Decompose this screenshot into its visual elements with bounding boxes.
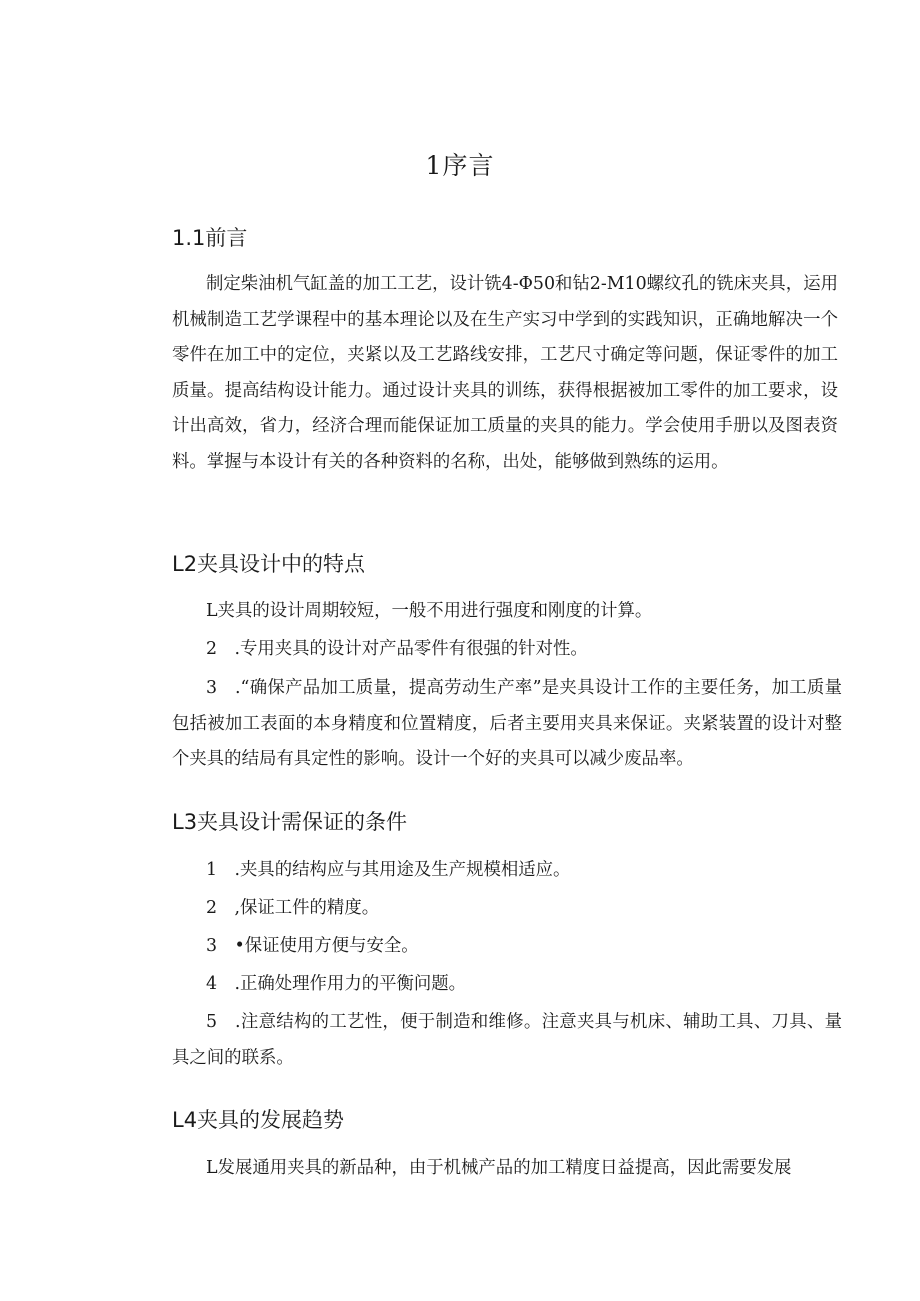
preface-paragraph: 制定柴油机气缸盖的加工工艺，设计铣4-Φ50和钻2-M10螺纹孔的铣床夹具，运用机械制造工艺学课程中的基本理论以及在生产实习中学到的实践知识，正确地解决一个零件在加工中的定位，夹紧以及工艺路线安排，工艺尺寸确定等问题，保证零件的加工质量。提高结构设计能力。通过设计夹具的训练，获得根据被加工零件的加工要求，设计出高效，省力，经济合理而能保证加工质量的夹具的能力。学会使用手册以及图表资料。掌握与本设计有关的各种资料的名称，出处，能够做到熟练的运用。 [172, 274, 838, 472]
feature-item-2: 2 .专用夹具的设计对产品零件有很强的针对性。 [206, 639, 588, 659]
condition-item-4: 4 .正确处理作用力的平衡问题。 [206, 974, 467, 994]
section-heading-fixture-features: L2夹具设计中的特点 [172, 552, 366, 576]
section-heading-preface: 1.1前言 [172, 226, 248, 250]
condition-item-1: 1 .夹具的结构应与其用途及生产规模相适应。 [206, 860, 571, 880]
condition-item-5: 5 .注意结构的工艺性，便于制造和维修。注意夹具与机床、辅助工具、刀具、量具之间的联系。 [172, 1012, 842, 1068]
condition-item-2: 2 ,保证工件的精度。 [206, 898, 380, 918]
feature-item-1: L夹具的设计周期较短，一般不用进行强度和刚度的计算。 [206, 601, 653, 621]
chapter-title: 1序言 [425, 151, 495, 180]
trend-item-1: L发展通用夹具的新品种，由于机械产品的加工精度日益提高，因此需要发展 [206, 1158, 792, 1178]
feature-item-3: 3 .“确保产品加工质量，提高劳动生产率”是夹具设计工作的主要任务，加工质量包括被加工表面的本身精度和位置精度，后者主要用夹具来保证。夹紧装置的设计对整个夹具的结局有具定性的影响。设计一个好的夹具可以减少废品率。 [172, 678, 842, 769]
section-heading-fixture-trends: L4夹具的发展趋势 [172, 1108, 345, 1132]
section-heading-fixture-conditions: L3夹具设计需保证的条件 [172, 810, 408, 834]
condition-item-3: 3 •保证使用方便与安全。 [206, 936, 419, 956]
